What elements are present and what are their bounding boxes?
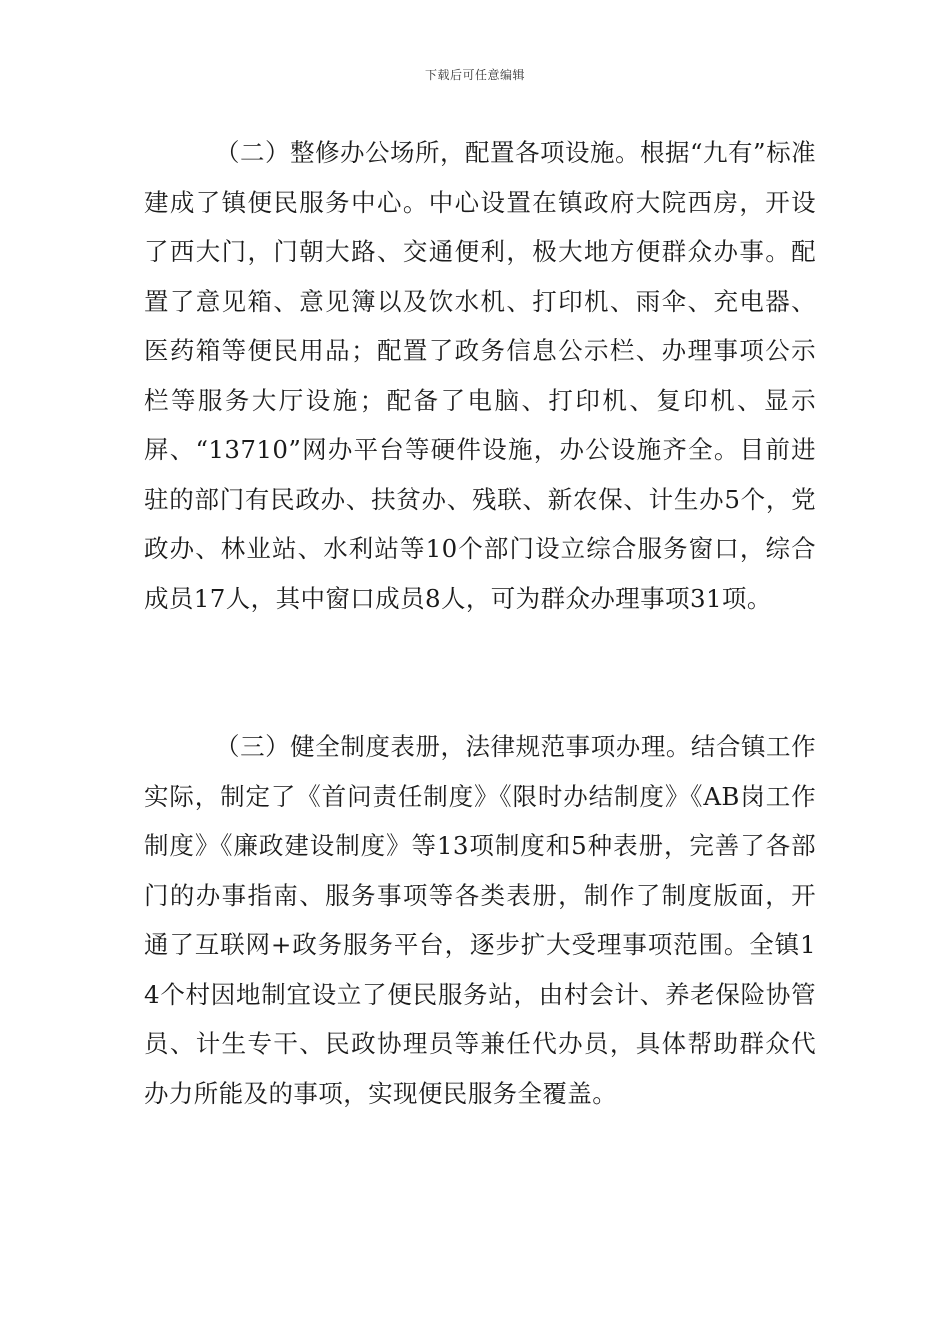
body-paragraph-2: （三）健全制度表册，法律规范事项办理。结合镇工作实际，制定了《首问责任制度》《限时办结制度》《AB岗工作制度》《廉政建设制度》等13项制度和5种表册，完善了各部门的办事指南、服务事项等各类表册，制作了制度版面，开通了互联网+政务服务平台，逐步扩大受理事项范围。全镇14个村因地制宜设立了便民服务站，由村会计、养老保险协管员、计生专干、民政协理员等兼任代办员，具体帮助群众代办力所能及的事项，实现便民服务全覆盖。 xyxy=(144,732,816,1108)
page-header: 下载后可任意编辑 xyxy=(424,68,525,82)
body-paragraph-1: （二）整修办公场所，配置各项设施。根据“九有”标准建成了镇便民服务中心。中心设置在镇政府大院西房，开设了西大门，门朝大路、交通便利，极大地方便群众办事。配置了意见箱、意见簿以及饮水机、打印机、雨伞、充电器、医药箱等便民用品；配置了政务信息公示栏、办理事项公示栏等服务大厅设施；配备了电脑、打印机、复印机、显示屏、“13710”网办平台等硬件设施，办公设施齐全。目前进驻的部门有民政办、扶贫办、残联、新农保、计生办5个，党政办、林业站、水利站等10个部门设立综合服务窗口，综合成员17人，其中窗口成员8人，可为群众办理事项31项。 xyxy=(144,138,816,613)
